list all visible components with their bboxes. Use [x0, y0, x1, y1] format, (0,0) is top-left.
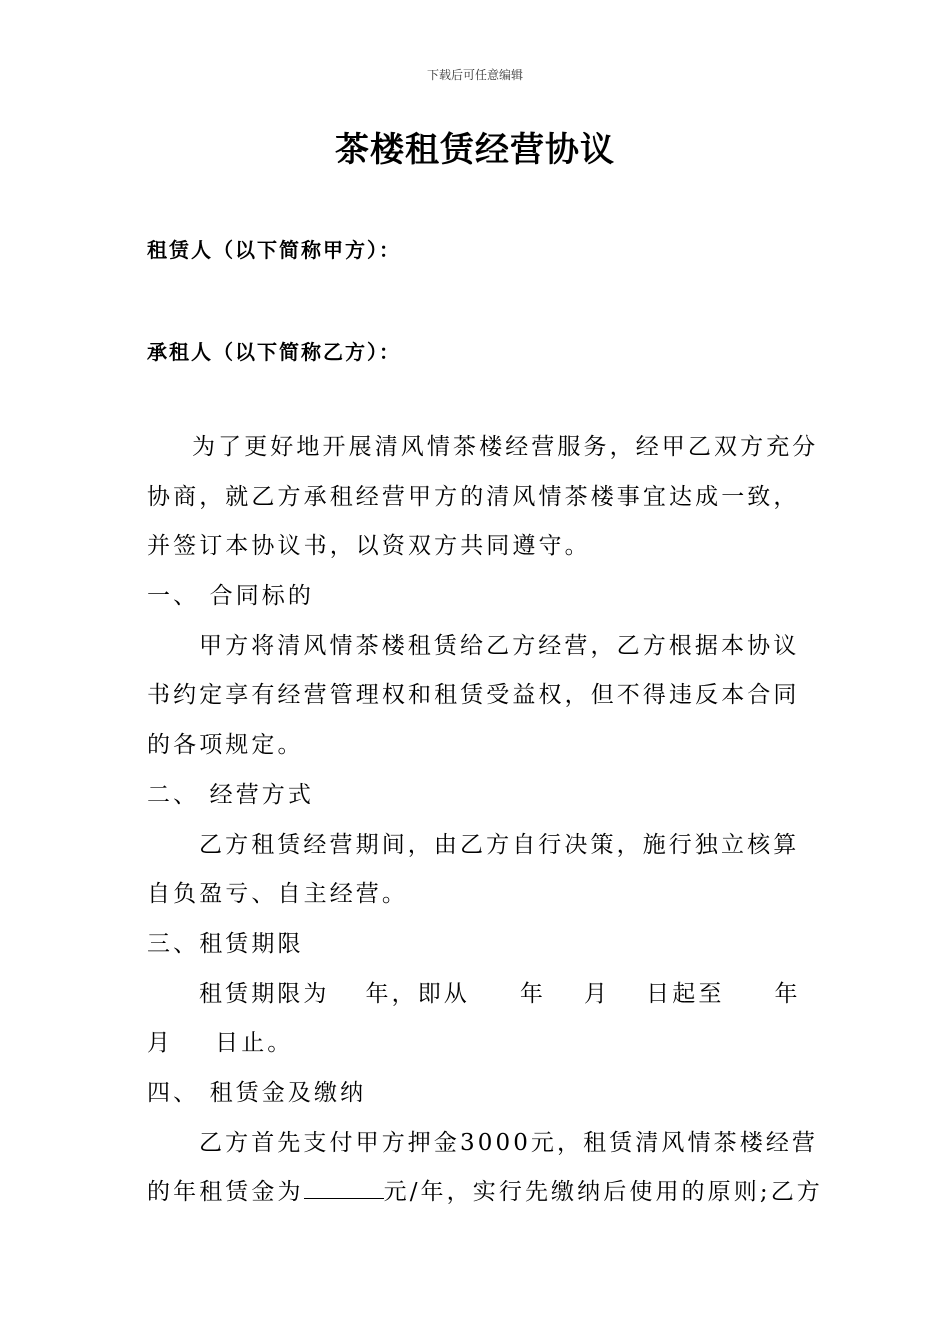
intro-line-1: 为了更好地开展清风情茶楼经营服务，经甲乙双方充分 — [192, 434, 819, 460]
end-month-text: 月 — [147, 1030, 174, 1057]
lessor-label: 租赁人（以下简称甲方）： — [147, 238, 401, 262]
agreement-body — [147, 423, 823, 1218]
section-2-heading: 二、 经营方式 — [147, 781, 315, 808]
section-1-heading: 一、 合同标的 — [147, 583, 315, 610]
section-3-line-2 — [147, 1019, 807, 1069]
section-4-line-2 — [147, 1168, 823, 1218]
section-4-heading: 四、 租赁金及缴纳 — [147, 1079, 367, 1106]
section-3-heading: 三、租赁期限 — [147, 930, 304, 957]
term-years-text: 年，即从 — [365, 980, 470, 1007]
section-1-line-2: 书约定享有经营管理权和租赁受益权，但不得违反本合同 — [147, 682, 800, 709]
header-note: 下载后可任意编辑 — [426, 68, 523, 82]
start-month-text: 月 — [584, 980, 611, 1007]
start-day-text: 日起至 — [646, 980, 725, 1007]
lease-term-label: 租赁期限为 — [199, 980, 330, 1007]
document-title: 茶楼租赁经营协议 — [335, 130, 615, 170]
intro-line-3: 并签订本协议书，以资双方共同遵守。 — [147, 533, 591, 560]
section-2-line-2: 自负盈亏、自主经营。 — [147, 881, 408, 908]
intro-line-2: 协商，就乙方承租经营甲方的清风情茶楼事宜达成一致， — [147, 483, 800, 510]
end-day-text: 日止。 — [215, 1030, 294, 1057]
annual-rent-label: 的年租赁金为 — [147, 1179, 304, 1206]
start-year-text: 年 — [519, 980, 547, 1007]
section-1-line-1: 甲方将清风情茶楼租赁给乙方经营，乙方根据本协议 — [199, 632, 800, 659]
section-1-line-3: 的各项规定。 — [147, 732, 304, 759]
section-4-line-1: 乙方首先支付甲方押金3000元，租赁清风情茶楼经营 — [199, 1129, 819, 1156]
end-year-text: 年 — [774, 980, 801, 1007]
annual-rent-terms: 元/年，实行先缴纳后使用的原则;乙方 — [383, 1179, 823, 1206]
section-2-line-1: 乙方租赁经营期间，由乙方自行决策，施行独立核算 — [199, 831, 800, 858]
section-3-line-1 — [147, 970, 807, 1020]
lessee-label: 承租人（以下简称乙方）： — [147, 340, 401, 364]
annual-rent-blank — [304, 1180, 384, 1199]
